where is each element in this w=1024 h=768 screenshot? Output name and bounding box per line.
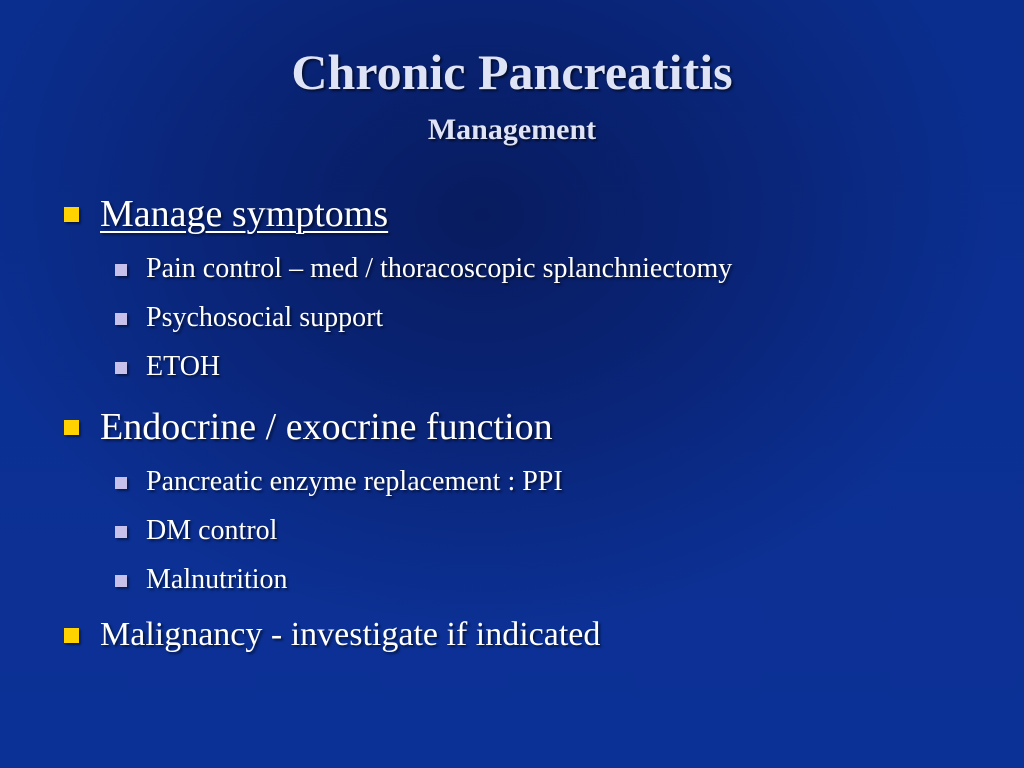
square-bullet-icon: [115, 362, 127, 374]
square-bullet-icon: [64, 628, 79, 643]
square-bullet-icon: [115, 575, 127, 587]
sub-bullet-text: Malnutrition: [146, 564, 288, 595]
bullet-heading: Endocrine / exocrine function: [100, 406, 553, 448]
sub-bullet-text: ETOH: [146, 351, 221, 382]
square-bullet-icon: [115, 526, 127, 538]
bullet-heading: Malignancy - investigate if indicated: [100, 616, 601, 653]
square-bullet-icon: [115, 477, 127, 489]
sub-bullet-text: Pancreatic enzyme replacement : PPI: [146, 466, 563, 497]
sub-bullet-text: DM control: [146, 515, 278, 546]
square-bullet-icon: [115, 264, 127, 276]
square-bullet-icon: [64, 207, 79, 222]
square-bullet-icon: [115, 313, 127, 325]
sub-bullet-text: Psychosocial support: [146, 302, 384, 333]
square-bullet-icon: [64, 420, 79, 435]
slide-title: Chronic Pancreatitis: [291, 44, 733, 100]
bullet-heading: Manage symptoms: [100, 193, 389, 235]
sub-bullet-text: Pain control – med / thoracoscopic splanchniectomy: [146, 253, 733, 284]
slide-subtitle: Management: [427, 113, 597, 146]
